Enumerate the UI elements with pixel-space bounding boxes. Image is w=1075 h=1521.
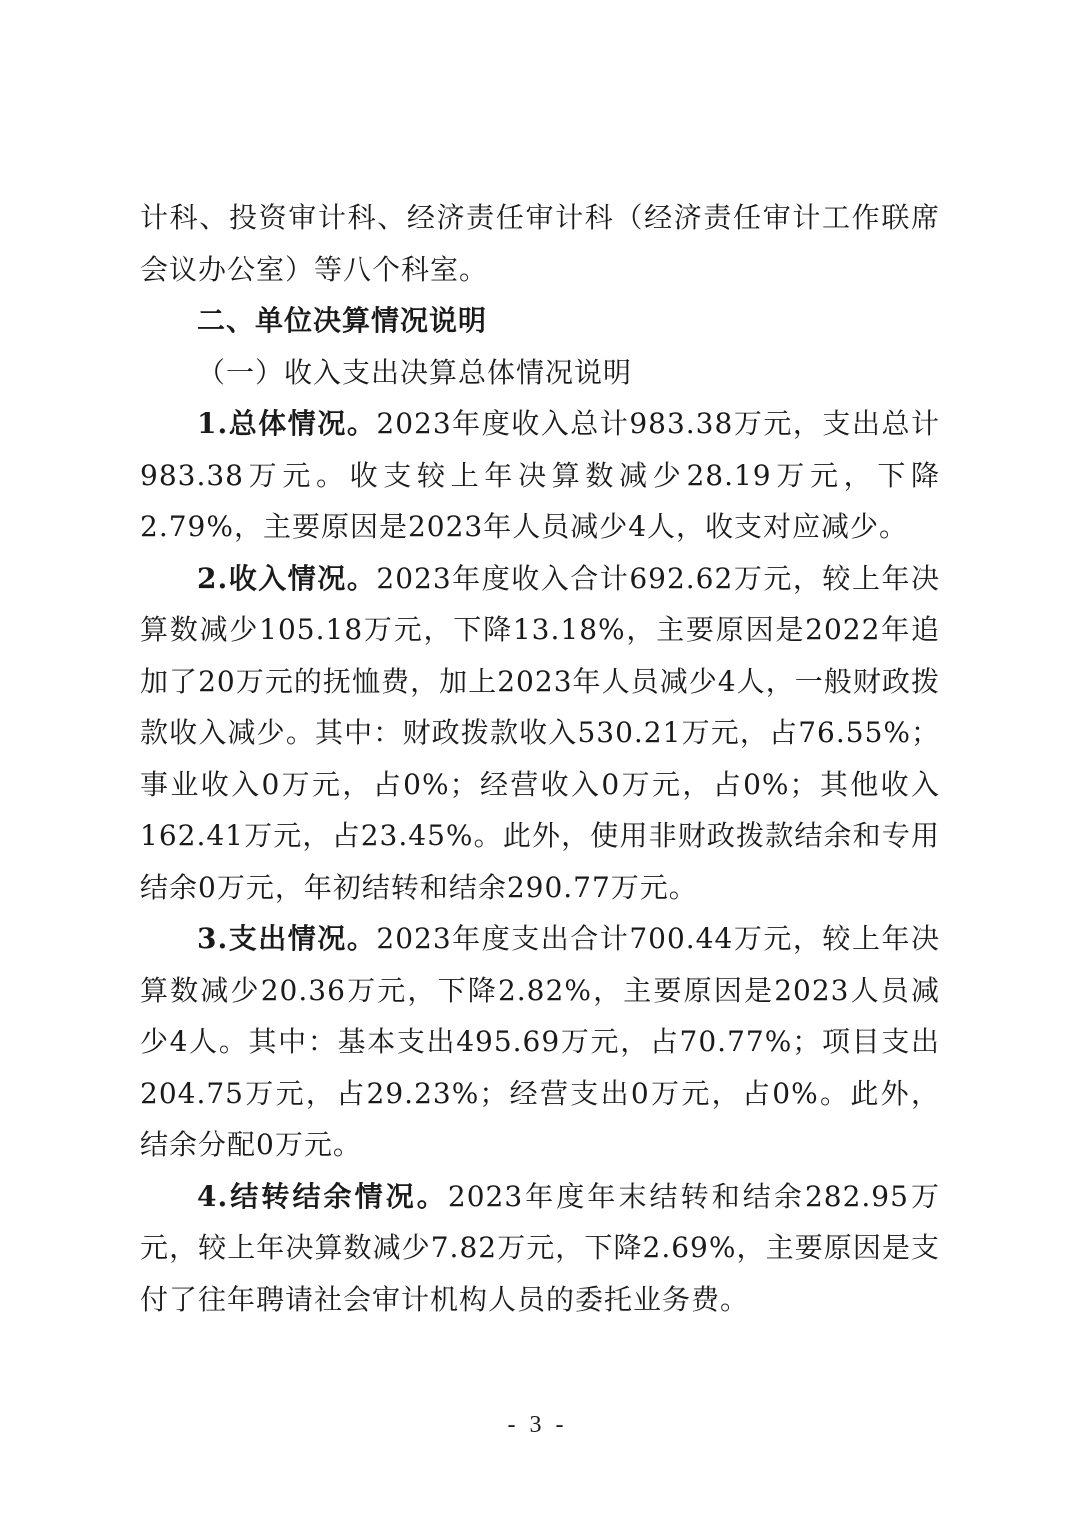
paragraph-text: 2023年度收入总计983.38万元，支出总计983.38万元。收支较上年决算数减少28.19万元，下降2.79%，主要原因是2023年人员减少4人，收支对应减少。 xyxy=(140,407,940,543)
paragraph-lead: 1.总体情况。 xyxy=(197,407,377,440)
paragraph-text: 2023年度支出合计700.44万元，较上年决算数减少20.36万元，下降2.82%，主要原因是2023人员减少4人。其中：基本支出495.69万元，占70.77%；项目支出204.75万元，占29.23%；经营支出0万元，占0%。此外，结余分配0万元。 xyxy=(140,922,940,1161)
page-number: - 3 - xyxy=(507,1412,568,1438)
paragraph-expenditure xyxy=(140,913,940,1171)
paragraph-text: 2023年度收入合计692.62万元，较上年决算数减少105.18万元，下降13.18%，主要原因是2022年追加了20万元的抚恤费，加上2023年人员减少4人，一般财政拨款收入减少。其中：财政拨款收入530.21万元，占76.55%；事业收入0万元，占0%；经营收入0万元，占0%；其他收入162.41万元，占23.45%。此外，使用非财政拨款结余和专用结余0万元，年初结转和结余290.77万元。 xyxy=(140,561,940,904)
paragraph-balance xyxy=(140,1171,940,1326)
paragraph-lead: 2.收入情况。 xyxy=(197,561,377,595)
paragraph-income xyxy=(140,553,940,914)
paragraph-overall xyxy=(140,398,940,553)
document-body xyxy=(140,192,940,1325)
sub-heading: （一）收入支出决算总体情况说明 xyxy=(197,355,633,389)
paragraph-lead: 4.结转结余情况。 xyxy=(197,1179,448,1213)
paragraph-text: 2023年度年末结转和结余282.95万元，较上年决算数减少7.82万元，下降2.69%，主要原因是支付了往年聘请社会审计机构人员的委托业务费。 xyxy=(140,1179,941,1316)
paragraph-lead: 3.支出情况。 xyxy=(197,922,377,955)
continuation-paragraph: 计科、投资审计科、经济责任审计科（经济责任审计工作联席会议办公室）等八个科室。 xyxy=(140,201,940,286)
section-heading: 二、单位决算情况说明 xyxy=(197,304,488,337)
